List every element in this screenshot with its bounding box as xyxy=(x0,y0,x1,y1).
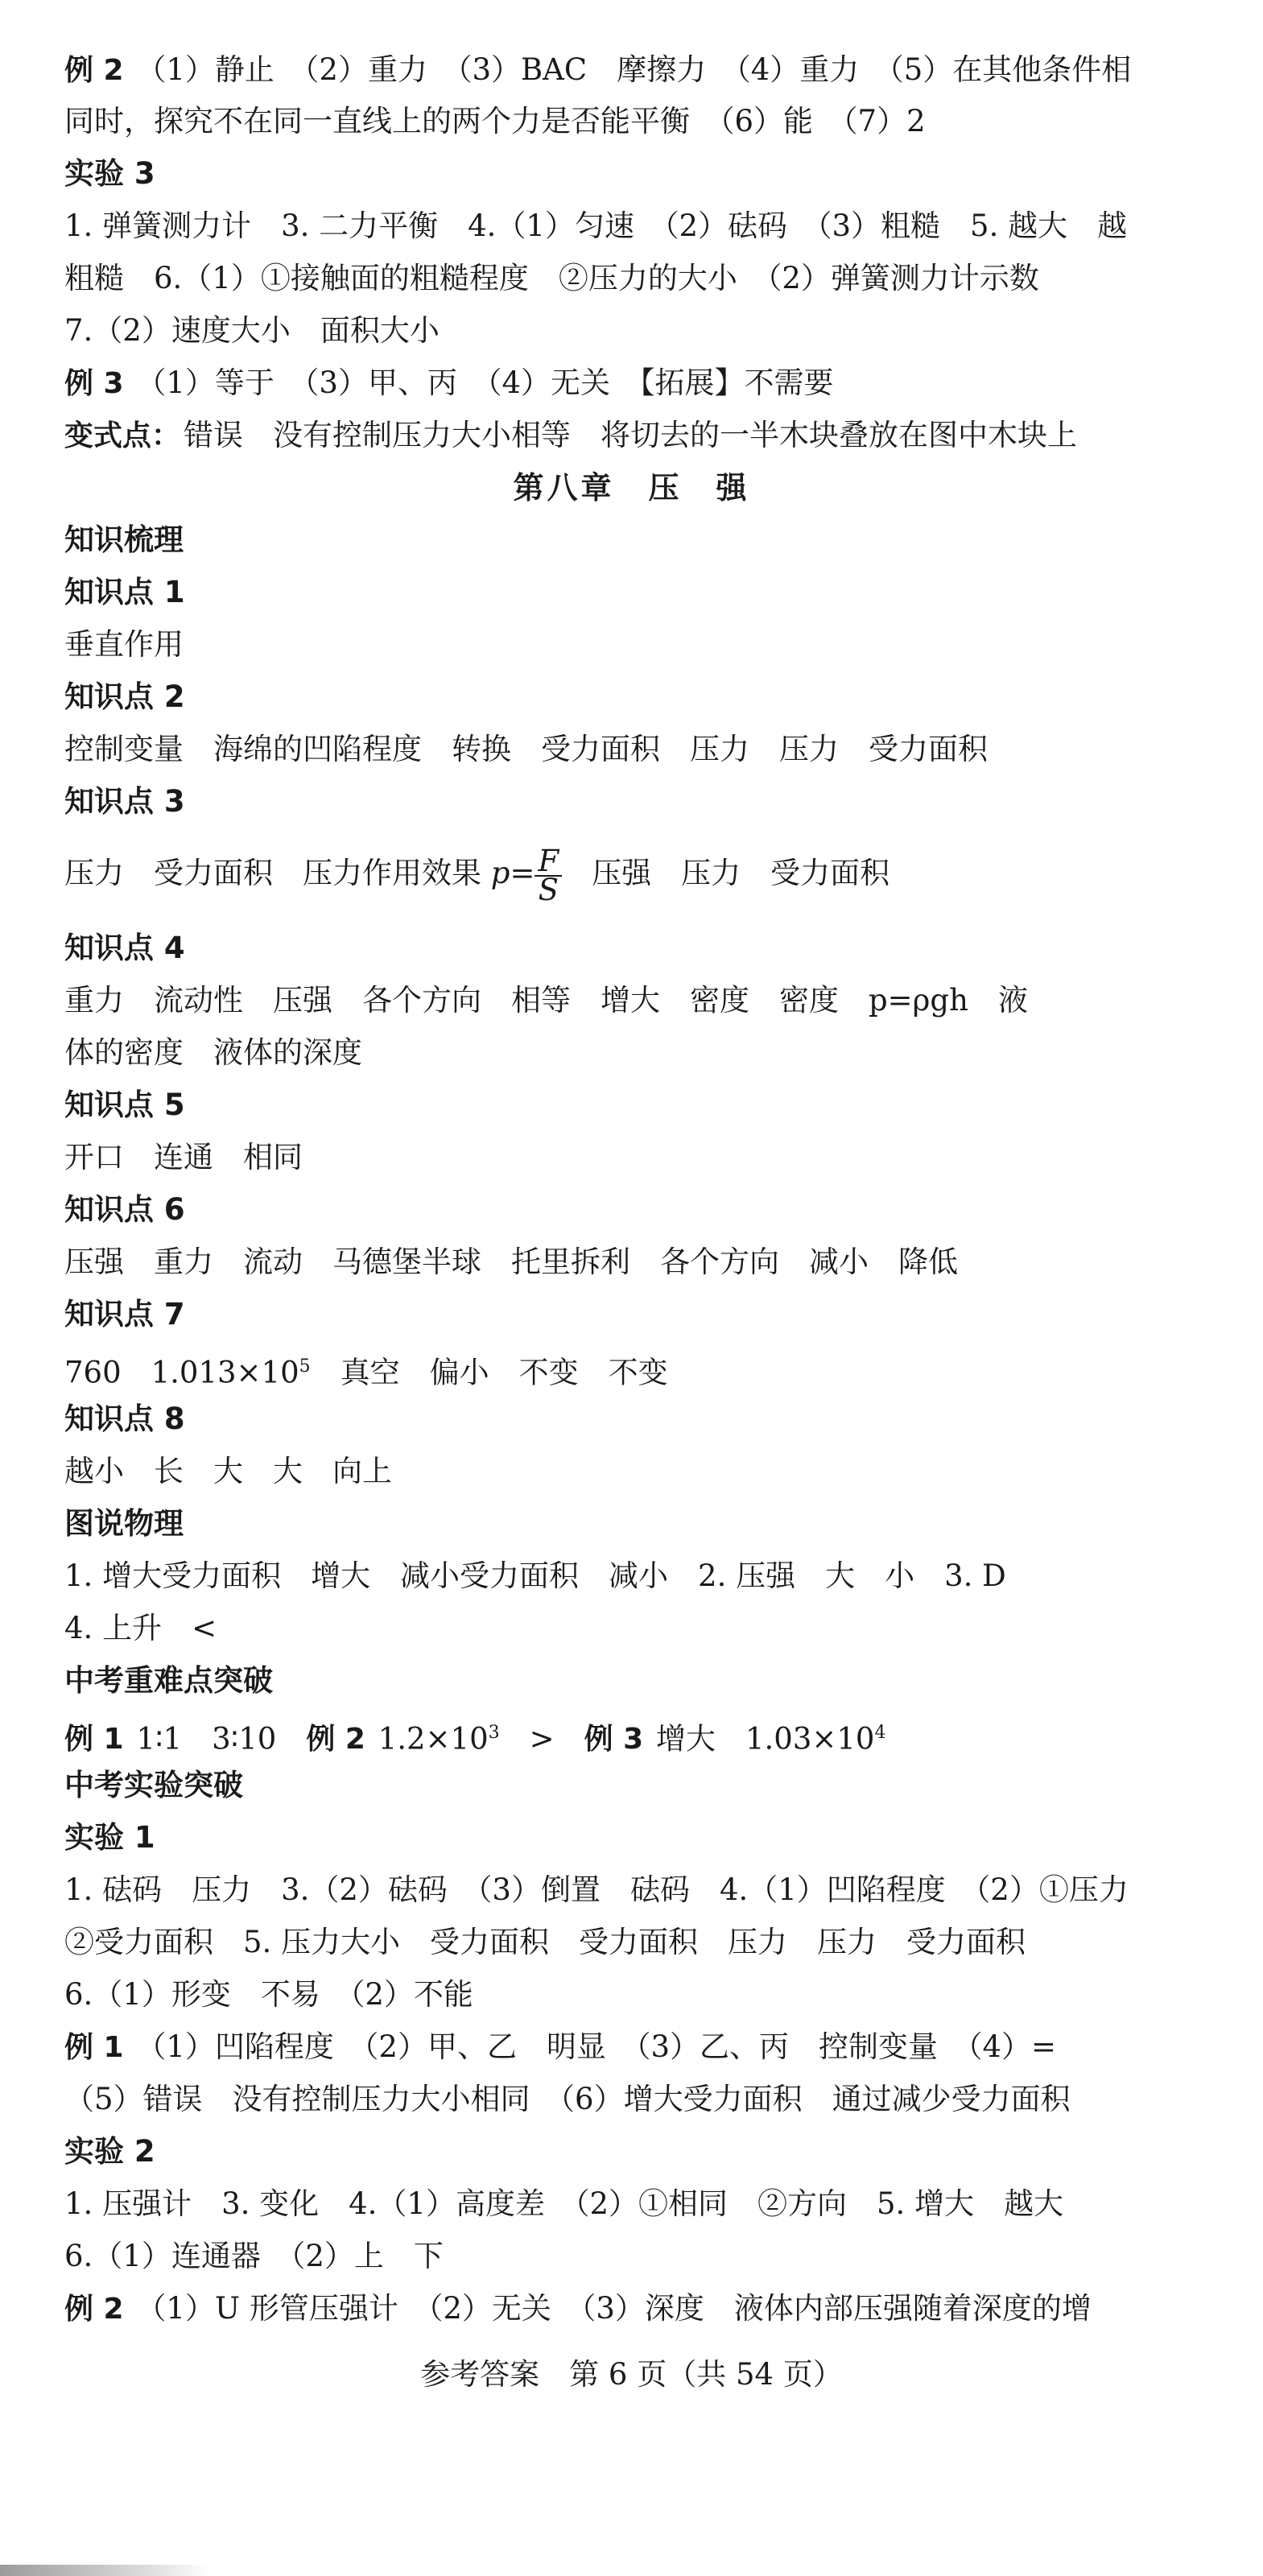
heading-point-2: 知识点 2 xyxy=(64,679,185,714)
line-exp1-b: ②受力面积 5. 压力大小 受力面积 受力面积 压力 压力 受力面积 xyxy=(64,1925,1026,1959)
line-point-7: 760 $1.013\times 10^5$ 真空 偏小 不变 不变 xyxy=(64,1355,668,1390)
page-footer: 参考答案 第 6 页（共 54 页） xyxy=(420,2357,843,2392)
line-exp2-b: 6.（1）连通器 （2）上 下 xyxy=(64,2239,444,2273)
heading-point-8: 知识点 8 xyxy=(64,1402,185,1436)
line-point-5: 开口 连通 相同 xyxy=(64,1140,303,1174)
line-8: 变式点： 错误 没有控制压力大小相等 将切去的一半木块叠放在图中木块上 xyxy=(64,418,1078,452)
line-point-4a: 重力 流动性 压强 各个方向 相等 增大 密度 密度 p=ρgh 液 xyxy=(64,983,1028,1018)
heading-illustrated-physics: 图说物理 xyxy=(64,1506,184,1541)
line-exp1-c: 6.（1）形变 不易 （2）不能 xyxy=(64,1977,473,2012)
line-point-1: 垂直作用 xyxy=(64,627,184,662)
line-examples: 例 1 1∶1 3∶10 例 2 $1.2\times 10^3$ > 例 3 增大 $1.03\times 10^4$ xyxy=(64,1721,886,1757)
line-point-6: 压强 重力 流动 马德堡半球 托里拆利 各个方向 减小 降低 xyxy=(64,1245,958,1279)
line-illustrated-2: 4. 上升 < xyxy=(64,1611,217,1645)
chapter-title: 第八章 压 强 xyxy=(513,470,750,506)
heading-point-3: 知识点 3 xyxy=(64,784,185,819)
line-1: 例 2 （1）静止 （2）重力 （3）BAC 摩擦力 （4）重力 （5）在其他条件相 xyxy=(64,52,1132,87)
line-6: 7.（2）速度大小 面积大小 xyxy=(64,313,440,348)
heading-point-6: 知识点 6 xyxy=(64,1192,185,1227)
line-point-3: 压力 受力面积 压力作用效果 p= $\frac{F}{S}$ 压强 压力 受力面积 xyxy=(64,843,890,907)
line-2: 同时，探究不在同一直线上的两个力是否能平衡 （6）能 （7）2 xyxy=(64,104,926,138)
heading-key-difficulties: 中考重难点突破 xyxy=(64,1663,273,1698)
line-exp2-example: 例 2 （1）U 形管压强计 （2）无关 （3）深度 液体内部压强随着深度的增 xyxy=(64,2291,1092,2326)
line-exp1-a: 1. 砝码 压力 3.（2）砝码 （3）倒置 砝码 4.（1）凹陷程度 （2）①压力 xyxy=(64,1872,1129,1907)
heading-knowledge: 知识梳理 xyxy=(64,522,184,557)
line-exp2-a: 1. 压强计 3. 变化 4.（1）高度差 （2）①相同 ②方向 5. 增大 越大 xyxy=(64,2186,1064,2221)
scan-edge-shadow xyxy=(0,2565,209,2576)
heading-experiment-2: 实验 2 xyxy=(64,2134,155,2169)
line-exp1-example-b: （5）错误 没有控制压力大小相同 （6）增大受力面积 通过减少受力面积 xyxy=(64,2082,1071,2116)
line-point-4b: 体的密度 液体的深度 xyxy=(64,1035,362,1070)
heading-point-4: 知识点 4 xyxy=(64,931,185,965)
line-4: 1. 弹簧测力计 3. 二力平衡 4.（1）匀速 （2）砝码 （3）粗糙 5. 越大 越 xyxy=(64,208,1128,243)
line-7: 例 3 （1）等于 （3）甲、丙 （4）无关 【拓展】不需要 xyxy=(64,365,834,400)
line-point-2: 控制变量 海绵的凹陷程度 转换 受力面积 压力 压力 受力面积 xyxy=(64,732,988,766)
heading-experiment-1: 实验 1 xyxy=(64,1820,155,1855)
heading-point-1: 知识点 1 xyxy=(64,575,185,609)
heading-point-5: 知识点 5 xyxy=(64,1088,185,1122)
pressure-fraction: $\frac{F}{S}$ xyxy=(535,848,562,904)
heading-experiment-3: 实验 3 xyxy=(64,156,155,191)
heading-experiments: 中考实验突破 xyxy=(64,1768,243,1802)
formula-lhs: p= xyxy=(490,856,535,890)
line-5: 粗糙 6.（1）①接触面的粗糙程度 ②压力的大小 （2）弹簧测力计示数 xyxy=(64,261,1039,295)
line-illustrated-1: 1. 增大受力面积 增大 减小受力面积 减小 2. 压强 大 小 3. D xyxy=(64,1558,1006,1593)
line-exp1-example: 例 1 （1）凹陷程度 （2）甲、乙 明显 （3）乙、丙 控制变量 （4）= xyxy=(64,2029,1057,2064)
line-point-8: 越小 长 大 大 向上 xyxy=(64,1454,392,1488)
heading-point-7: 知识点 7 xyxy=(64,1297,185,1331)
